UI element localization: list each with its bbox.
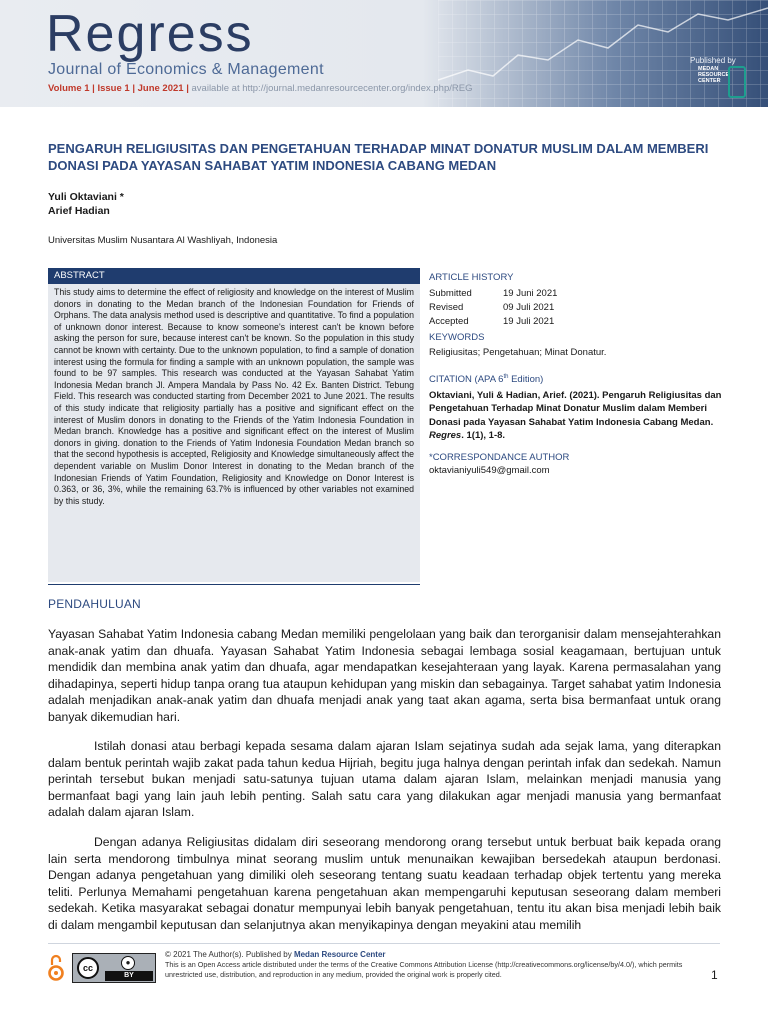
citation-heading-end: Edition) [508, 374, 544, 386]
author-2: Arief Hadian [48, 205, 110, 217]
stock-chart-decoration [438, 0, 768, 107]
citation-heading-text: CITATION (APA 6 [429, 374, 504, 386]
history-row [429, 315, 729, 329]
journal-subtitle: Journal of Economics & Management [48, 61, 324, 78]
citation-text [429, 389, 729, 442]
journal-name: Regress [46, 5, 254, 63]
copyright-text: © 2021 The Author(s). Published by [165, 950, 294, 959]
corresponding-email[interactable]: oktavianiyuli549@gmail.com [429, 464, 550, 476]
history-label: Accepted [429, 316, 469, 327]
abstract-divider [48, 584, 420, 585]
publisher-logo-text: MEDAN RESOURCE CENTER [698, 66, 730, 84]
journal-banner [0, 0, 768, 107]
cc-logo: cc [77, 957, 99, 979]
publisher-name: Medan Resource Center [293, 950, 386, 959]
published-by-label: Published by [690, 56, 736, 65]
history-label: Submitted [429, 288, 472, 299]
license-notice [165, 950, 685, 980]
history-label: Revised [429, 302, 464, 313]
license-text: This is an Open Access article distributed under the terms of the Creative Commons Attribution License (http://creativecommons.org/license/by/4.0/), which permits unrestricted use, distribution, and reproduction in any medium, provided the original work is properly cited. [165, 960, 683, 979]
article-info-column [429, 272, 729, 476]
keywords-heading: KEYWORDS [429, 332, 485, 343]
citation-journal: Regres [429, 429, 462, 441]
body-paragraph-2: Istilah donasi atau berbagi kepada sesama dalam ajaran Islam sejatinya sudah ada sejak lama, yang diterapkan dalam bentuk perintah wajib zakat pada tahun kedua Hijriah, begitu juga halnya dengan perintah infak dan sedekah. Namun perintah tersebut bukan menjadi satu-satunya tujuan utama dalam ajaran Islam, melainkan menjadi manusia yang bermanfaat bagi yang lain jauh lebih penting. Salah satu cara yang dilakukan agar menjadi manusia yang bermanfaat adalah dalam ajaran Islam. [48, 739, 721, 820]
attribution-person-icon: ● [121, 956, 135, 970]
author-1: Yuli Oktaviani * [48, 191, 124, 203]
citation-heading-sup: th [503, 374, 509, 380]
body-paragraph-3: Dengan adanya Religiusitas didalam diri seseorang mendorong orang tersebut untuk berbuat baik kepada orang lain serta mendorong timbulnya minat seorang muslim untuk menunaikan kewajiban bersedekah ataupun berdonasi. Dengan adanya pengetahuan yang dimiliki oleh seseorang tentang suatu keadaan terhadap objek tertentu yang mereka teliti. Perlunya Memahami pengetahuan karena pengetahuan akan mempengaruhi keputusan seseorang dalam memberi sedekah. Ketika masyarakat sebagai donatur mempunyai lebih banyak pengetahuan, tentu itu akan bisa menjadi lebih baik di dalam mengambil keputusan dan selanjutnya akan menyikapinya dengan meyakini atau memilih [48, 835, 721, 932]
footer-divider [48, 943, 720, 944]
citation-volume: . 1(1), 1-8. [461, 429, 506, 441]
open-access-icon [48, 953, 64, 983]
affiliation: Universitas Muslim Nusantara Al Washliyah, Indonesia [48, 235, 278, 246]
page-number: 1 [711, 968, 718, 982]
article-title: PENGARUH RELIGIUSITAS DAN PENGETAHUAN TERHADAP MINAT DONATUR MUSLIM DALAM MEMBERI DONASI PADA YAYASAN SAHABAT YATIM INDONESIA CABANG MEDAN [48, 141, 709, 173]
by-label: BY [105, 971, 153, 981]
cc-by-license-icon [72, 953, 156, 983]
history-heading: ARTICLE HISTORY [429, 272, 514, 283]
history-row [429, 301, 729, 315]
body-paragraph-1: Yayasan Sahabat Yatim Indonesia cabang Medan memiliki pengelolaan yang baik dan terorganisir dalam mensejahterahkan anak-anak yatim dan dhuafa. Yayasan Sahabat Yatim Indonesia sebagai lembaga sosial keagamaan, bertujuan untuk mendidik dan membina anak yatim dan dhuafa, agar mendapatkan kesejahteraan yang layak. Karena permasalahan yang dihadapinya, seperti hidup tanpa orang tua ataupun kehidupan yang miskin dan sebagainya. Target sahabat yatim Indonesia adalah menjadikan anak-anak yatim dan dhuafa menjadi anak yang taat akan agama, serta bisa bermanfaat untuk orang banyak dikemudian hari. [48, 627, 721, 724]
history-date: 19 Juni 2021 [503, 288, 558, 299]
journal-url[interactable]: available at http://journal.medanresourcecenter.org/index.php/REG [191, 83, 473, 94]
publisher-logo-icon [728, 66, 746, 98]
history-list [429, 287, 729, 329]
section-heading: PENDAHULUAN [48, 597, 141, 611]
abstract-text: This study aims to determine the effect of religiosity and knowledge on the interest of Muslim donors in donating to the Medan branch of the Indonesian Foundation for Friends of Orphans. The data analysis method used is descriptive and quantitative. To find a population of unknown donor interest. Because to know someone's interest can't be known before asking the person for sure, because interest can't be known. So the population in this study cannot be known with certainty. Due to the unknown population, to find a sample of donation interest using the formula for finding a sample with an unknown population, the sample was found to be 97 samples. This research was conducted at the Yayasan Sahabat Yatim Indonesia Medan branch Jl. Ampera Mandala by Pass No. 42 Ex. Banten District. Tebung Field. This research was conducted starting from December 2021 to June 2021. The results of this study indicate that religiosity partially has a positive and significant effect on the interest of Muslim donors in donating to the Friends of the Yatim Indonesia Foundation in Medan branch. Knowledge has a positive and significant effect on the interest of Muslim donors in giving. donation to the Friends of Yatim Indonesia Foundation Medan branch so that the second hypothesis is accepted, Religiosity and Knowledge simultaneously affect the dependent variable on Muslim Donor Interest in donating to the Medan branch of the Indonesian Friends of Yatim Foundation, Religiosity and Knowledge on Donor Interest is 0.363, or 36, 3%, while the remaining 63.7% is influenced by other variables not examined by this study. [48, 284, 420, 582]
history-date: 09 Juli 2021 [503, 302, 555, 313]
citation-body: Oktaviani, Yuli & Hadian, Arief. (2021). Pengaruh Religiusitas dan Pengetahuan Terhadap Minat Donatur Muslim dalam Memberi Donasi pada Yayasan Sahabat Yatim Indonesia Cabang Medan. [429, 390, 722, 428]
volume-line [48, 83, 472, 94]
author-list [48, 190, 124, 218]
keywords: Religiusitas; Pengetahuan; Minat Donatur. [429, 347, 607, 358]
history-date: 19 Juli 2021 [503, 316, 555, 327]
history-row [429, 287, 729, 301]
citation-heading [429, 374, 729, 385]
corresponding-author-heading: *CORRESPONDANCE AUTHOR [429, 451, 570, 463]
abstract-heading: ABSTRACT [48, 268, 420, 284]
volume-info: Volume 1 | Issue 1 | June 2021 | [48, 83, 189, 94]
copyright-line [165, 950, 685, 960]
